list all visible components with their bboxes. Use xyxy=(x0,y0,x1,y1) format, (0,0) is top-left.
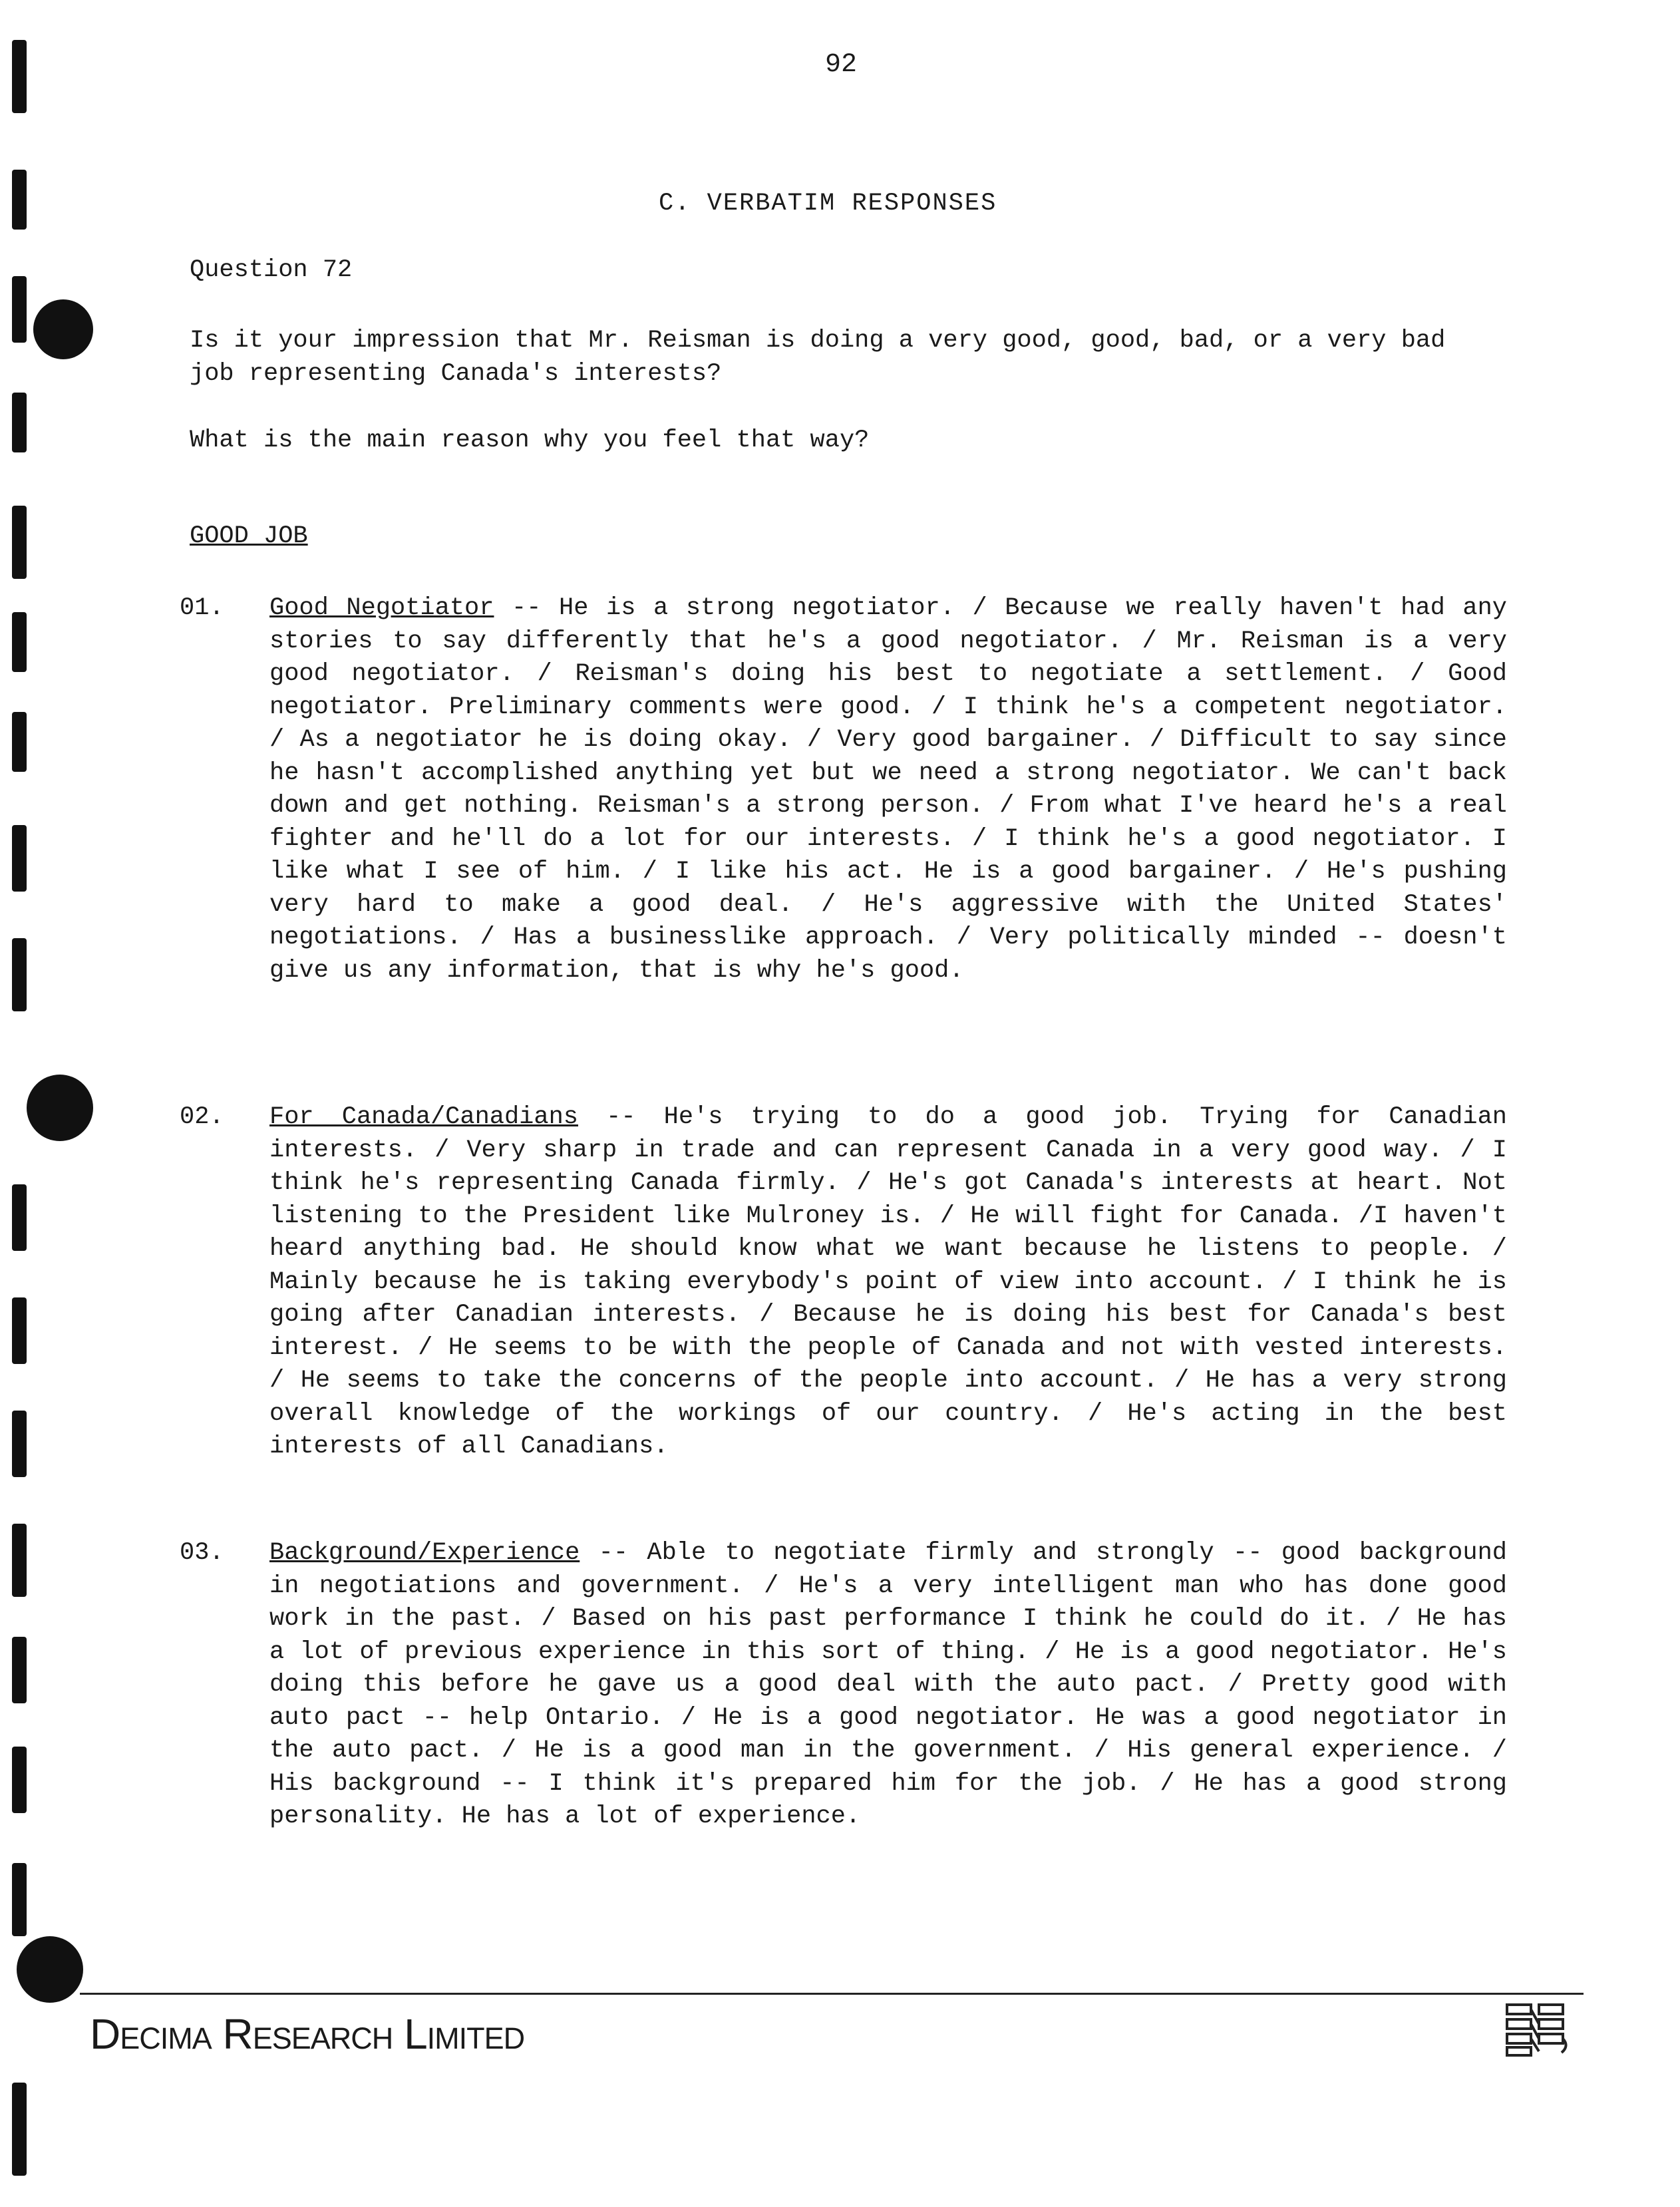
company-logo-icon xyxy=(1500,1999,1574,2059)
response-item xyxy=(180,1537,1507,1834)
binder-mark xyxy=(12,1297,27,1364)
binder-mark xyxy=(12,1637,27,1703)
question-paragraph: What is the main reason why you feel that way? xyxy=(190,426,870,454)
response-item xyxy=(180,1101,1507,1464)
binder-mark xyxy=(12,612,27,672)
footer-brand: Decima Research Limited xyxy=(90,2010,525,2058)
footer-rule xyxy=(80,1993,1584,1995)
question-paragraph: Is it your impression that Mr. Reisman is doing a very good, good, bad, or a very bad job representing Canada's interests? xyxy=(190,327,1446,388)
binder-mark xyxy=(12,1747,27,1813)
item-body xyxy=(269,592,1507,987)
binder-hole xyxy=(17,1936,83,2003)
binder-mark xyxy=(12,393,27,452)
item-text: -- Able to negotiate firmly and strongly -- good background in negotiations and government. / He's a very intelligent man who has done good work in the past. / Based on his past performance I think he could do it. / He has a lot of previous experience in this sort of thing. / He is a good negotiator. He's doing this before he gave us a good deal with the auto pact. / Pretty good with auto pact -- help Ontario. / He is a good negotiator. He was a good negotiator in the auto pact. / He is a good man in the government. / His general experience. / His background -- I think it's prepared him for the job. / He has a good strong personality. He has a lot of experience. xyxy=(269,1539,1507,1830)
question-text xyxy=(190,324,1500,490)
item-text: -- He's trying to do a good job. Trying for Canadian interests. / Very sharp in trade and can represent Canada in a very good way. / I think he's representing Canada firmly. / He's got Canada's interests at heart. Not listening to the President like Mulroney is. / He will fight for Canada. /I haven't heard anything bad. He should know what we want because he listens to people. / Mainly because he is taking everybody's point of view into account. / I think he is going after Canadian interests. / Because he is doing his best for Canada's best interest. / He seems to be with the people of Canada and not with vested interests. / He seems to take the concerns of the people into account. / He has a very strong overall knowledge of the workings of our country. / He's acting in the best interests of all Canadians. xyxy=(269,1103,1507,1460)
item-body xyxy=(269,1537,1507,1834)
page-number: 92 xyxy=(825,50,858,80)
binder-mark xyxy=(12,2083,27,2176)
question-label: Question 72 xyxy=(190,256,353,284)
item-title: Good Negotiator xyxy=(269,594,494,622)
item-number: 03. xyxy=(180,1539,224,1567)
binder-mark xyxy=(12,712,27,772)
section-title: C. VERBATIM RESPONSES xyxy=(659,190,997,218)
binder-mark xyxy=(12,938,27,1011)
binder-hole xyxy=(33,299,93,359)
item-title: Background/Experience xyxy=(269,1539,580,1567)
category-label: GOOD JOB xyxy=(190,522,308,550)
response-item xyxy=(180,592,1507,987)
binder-mark xyxy=(12,1184,27,1251)
binder-mark xyxy=(12,40,27,113)
binder-mark xyxy=(12,1863,27,1936)
binder-mark xyxy=(12,825,27,892)
binder-mark xyxy=(12,276,27,343)
item-title: For Canada/Canadians xyxy=(269,1103,578,1131)
item-number: 01. xyxy=(180,594,224,622)
binder-mark xyxy=(12,1411,27,1477)
binder-hole xyxy=(27,1075,93,1141)
item-text: -- He is a strong negotiator. / Because we really haven't had any stories to say differently that he's a good negotiator. / Mr. Reisman is a very good negotiator. / Reisman's doing his best to negotiate a settlement. / Good negotiator. Preliminary comments were good. / I think he's a competent negotiator. / As a negotiator he is doing okay. / Very good bargainer. / Difficult to say since he hasn't accomplished anything yet but we need a strong negotiator. We can't back down and get nothing. Reisman's a strong person. / From what I've heard he's a real fighter and he'll do a lot for our interests. / I think he's a good negotiator. I like what I see of him. / I like his act. He is a good bargainer. / He's pushing very hard to make a good deal. / He's aggressive with the United States' negotiations. / Has a businesslike approach. / Very politically minded -- doesn't give us any information, that is why he's good. xyxy=(269,594,1507,985)
binder-mark xyxy=(12,506,27,579)
item-body xyxy=(269,1101,1507,1464)
item-number: 02. xyxy=(180,1103,224,1131)
binder-mark xyxy=(12,170,27,230)
binder-mark xyxy=(12,1524,27,1597)
